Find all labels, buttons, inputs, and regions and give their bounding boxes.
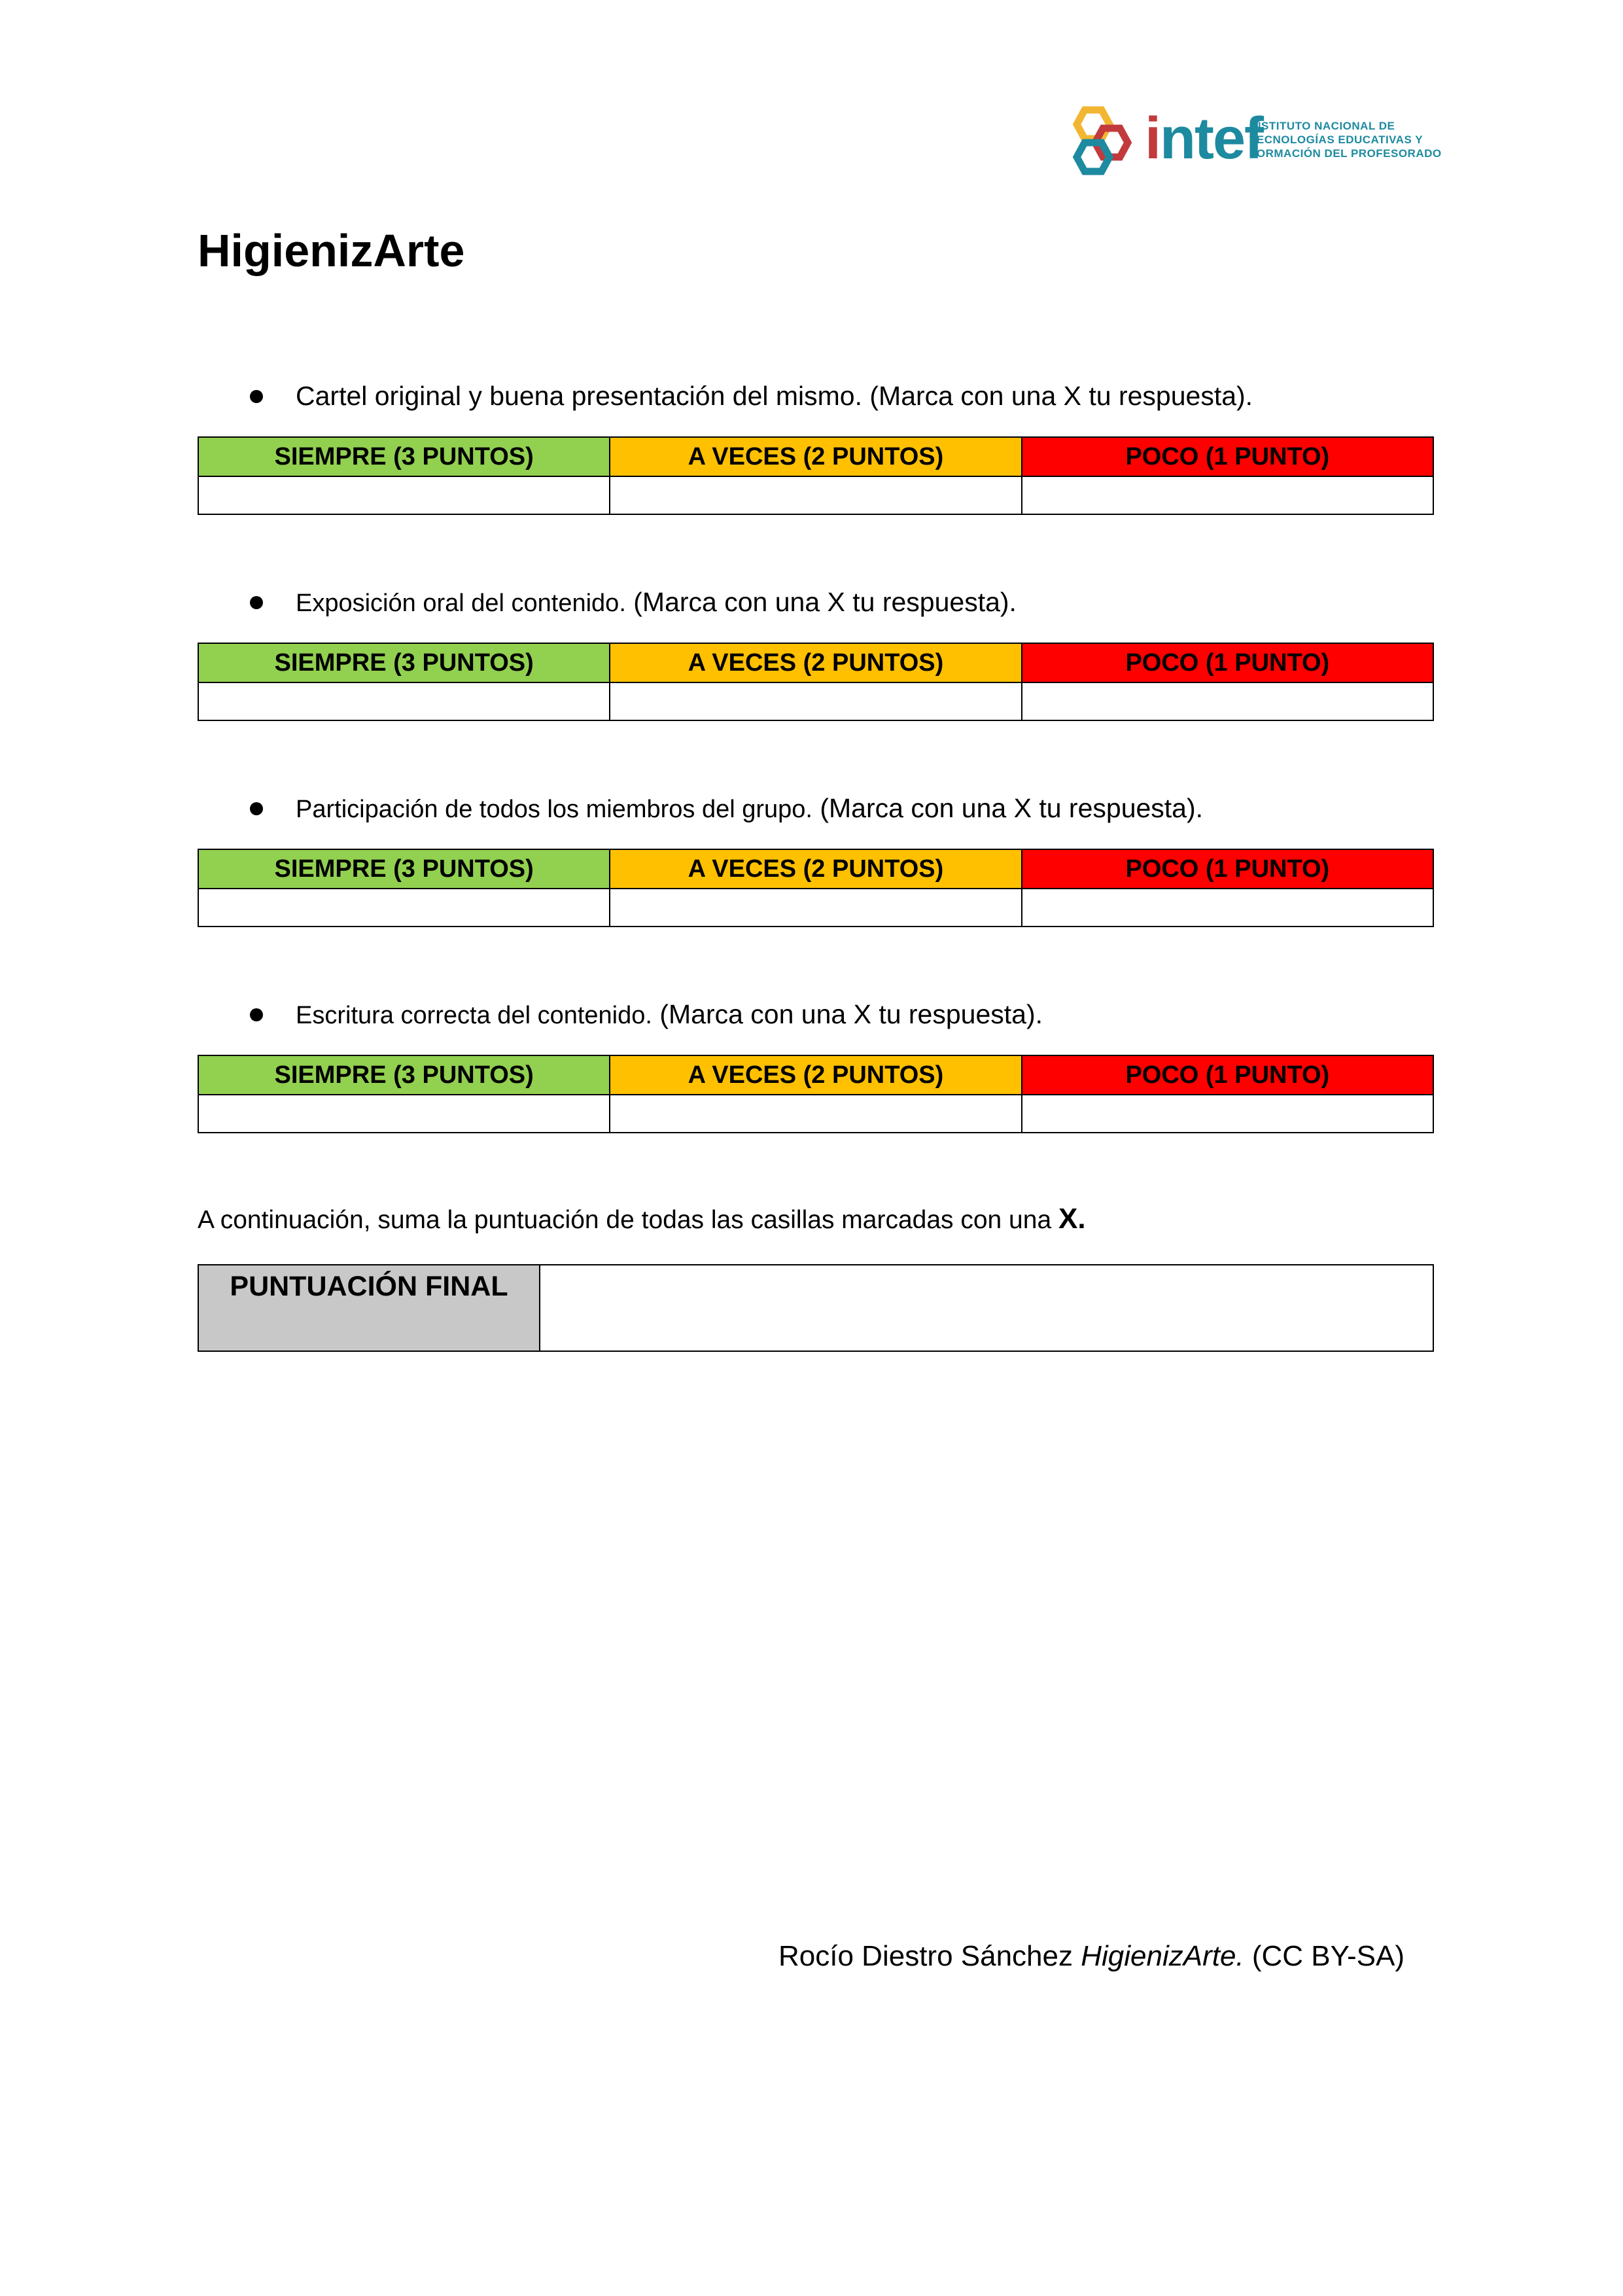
criterion-text — [198, 988, 1434, 1040]
criterion-text — [198, 370, 1434, 422]
header-always: SIEMPRE (3 PUNTOS) — [198, 1055, 610, 1095]
rating-table — [198, 849, 1434, 927]
final-score-row — [198, 1265, 1433, 1351]
intef-institution-name — [1249, 119, 1442, 160]
rating-answer-row — [198, 476, 1433, 514]
credit-author: Rocío Diestro Sánchez — [778, 1940, 1081, 1972]
bullet-icon — [250, 1008, 263, 1021]
header-sometimes: A VECES (2 PUNTOS) — [610, 849, 1021, 889]
intef-logo-icon — [1065, 105, 1140, 177]
final-score-label: PUNTUACIÓN FINAL — [198, 1265, 540, 1351]
header-little: POCO (1 PUNTO) — [1022, 437, 1433, 476]
criterion-oral-exposition — [198, 576, 1434, 721]
instruction-text: A continuación, suma la puntuación de todas las casillas marcadas con una — [198, 1206, 1058, 1234]
answer-cell-little[interactable] — [1022, 682, 1433, 720]
institution-line: INSTITUTO NACIONAL DE — [1249, 120, 1395, 132]
rating-answer-row — [198, 889, 1433, 927]
sum-instruction — [198, 1196, 1086, 1243]
answer-cell-sometimes[interactable] — [610, 1095, 1021, 1133]
rating-header-row — [198, 1055, 1433, 1095]
rating-answer-row — [198, 1095, 1433, 1133]
page-title: HigienizArte — [198, 225, 465, 276]
rating-answer-row — [198, 682, 1433, 720]
header-sometimes: A VECES (2 PUNTOS) — [610, 437, 1021, 476]
instruction-emphasis: X. — [1058, 1203, 1086, 1235]
answer-cell-little[interactable] — [1022, 889, 1433, 927]
criterion-label: Escritura correcta del contenido. — [296, 1002, 652, 1029]
credit-line — [778, 1930, 1405, 1983]
final-score-table — [198, 1264, 1434, 1352]
rating-table — [198, 643, 1434, 721]
institution-line: FORMACIÓN DEL PROFESORADO — [1249, 147, 1442, 160]
criterion-text — [198, 576, 1434, 628]
rating-table — [198, 436, 1434, 515]
header-always: SIEMPRE (3 PUNTOS) — [198, 849, 610, 889]
criterion-label: Participación de todos los miembros del grupo. — [296, 796, 812, 823]
header-sometimes: A VECES (2 PUNTOS) — [610, 643, 1021, 682]
credit-license: (CC BY-SA) — [1244, 1940, 1405, 1972]
answer-cell-little[interactable] — [1022, 1095, 1433, 1133]
criterion-presentation — [198, 370, 1434, 515]
final-score-value[interactable] — [540, 1265, 1433, 1351]
intef-wordmark: intef — [1145, 106, 1263, 171]
rating-table — [198, 1055, 1434, 1133]
institution-line: TECNOLOGÍAS EDUCATIVAS Y — [1249, 133, 1423, 146]
criterion-correct-writing — [198, 988, 1434, 1133]
bullet-icon — [250, 390, 263, 403]
rating-header-row — [198, 643, 1433, 682]
answer-cell-little[interactable] — [1022, 476, 1433, 514]
answer-cell-always[interactable] — [198, 476, 610, 514]
answer-cell-always[interactable] — [198, 682, 610, 720]
rating-header-row — [198, 437, 1433, 476]
answer-cell-sometimes[interactable] — [610, 476, 1021, 514]
bullet-icon — [250, 802, 263, 815]
header-always: SIEMPRE (3 PUNTOS) — [198, 643, 610, 682]
bullet-icon — [250, 596, 263, 609]
criterion-text — [198, 782, 1434, 834]
criterion-instruction: (Marca con una X tu respuesta). — [812, 793, 1204, 823]
criterion-instruction: (Marca con una X tu respuesta). — [625, 587, 1017, 617]
criterion-instruction: (Marca con una X tu respuesta). — [652, 999, 1043, 1029]
credit-work: HigienizArte. — [1081, 1940, 1244, 1972]
criterion-label: Cartel original y buena presentación del mismo. (Marca con una X tu respuesta). — [296, 381, 1253, 411]
answer-cell-always[interactable] — [198, 1095, 610, 1133]
answer-cell-sometimes[interactable] — [610, 682, 1021, 720]
header-little: POCO (1 PUNTO) — [1022, 849, 1433, 889]
criterion-label: Exposición oral del contenido. — [296, 590, 626, 617]
header-little: POCO (1 PUNTO) — [1022, 643, 1433, 682]
answer-cell-sometimes[interactable] — [610, 889, 1021, 927]
header-little: POCO (1 PUNTO) — [1022, 1055, 1433, 1095]
rating-header-row — [198, 849, 1433, 889]
criterion-group-participation — [198, 782, 1434, 927]
header-always: SIEMPRE (3 PUNTOS) — [198, 437, 610, 476]
intef-logo — [1065, 105, 1442, 177]
answer-cell-always[interactable] — [198, 889, 610, 927]
header-sometimes: A VECES (2 PUNTOS) — [610, 1055, 1021, 1095]
